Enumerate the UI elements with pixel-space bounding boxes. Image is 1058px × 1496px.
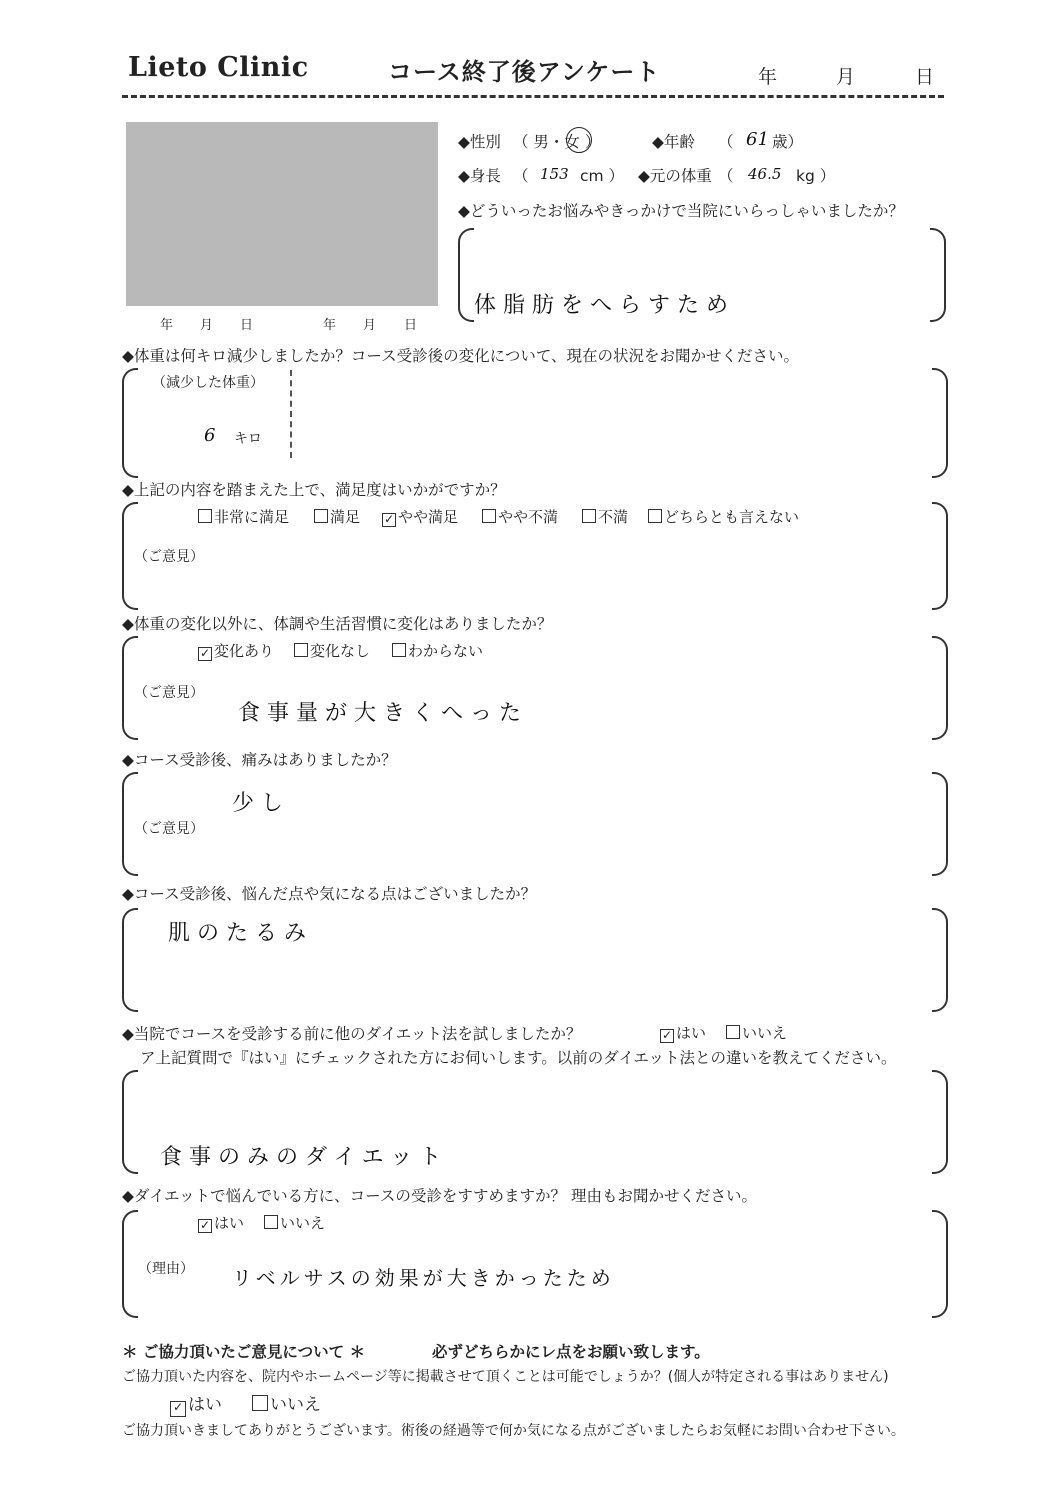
q3-option-label: やや満足 [398, 508, 459, 526]
header-date-year: 年 [758, 66, 778, 88]
q8-answer: リベルサスの効果が大きかったため [232, 1266, 615, 1290]
consent-option-no[interactable] [252, 1390, 321, 1415]
checkbox[interactable] [582, 509, 596, 523]
weight-value: 46.5 [748, 165, 782, 183]
q5-question: ◆コース受診後、痛みはありましたか？ [122, 751, 397, 769]
q4-option-label: 変化あり [214, 642, 275, 660]
q8-bracket-left [122, 1210, 138, 1318]
q3-option-label: 非常に満足 [214, 508, 290, 526]
weight-unit: kg ） [796, 167, 836, 185]
q3-option-label: やや不満 [498, 508, 559, 526]
q7-answer: 食事のみのダイエット [160, 1145, 449, 1170]
checkbox[interactable] [392, 643, 406, 657]
age-open: （ [718, 133, 734, 151]
q3-bracket-right [932, 502, 948, 610]
age-unit: 歳） [772, 133, 804, 151]
q4-question: ◆体重の変化以外に、体調や生活習慣に変化はありましたか？ [122, 615, 553, 633]
checkbox[interactable] [482, 509, 496, 523]
q3-option-label: 満足 [330, 508, 361, 526]
q2-value: 6 [204, 425, 216, 446]
q8-option-yes[interactable] [198, 1212, 244, 1233]
height-label: ◆身長 [458, 167, 501, 185]
redacted-photo [126, 122, 438, 306]
consent-option-yes[interactable] [170, 1390, 222, 1417]
q6-bracket-left [122, 908, 138, 1012]
q4-option-changed[interactable] [198, 640, 274, 661]
q8-option-label: はい [214, 1214, 245, 1232]
q3-option-somewhat-dissatisfied[interactable] [482, 506, 558, 527]
photo-b-year: 年 [323, 318, 337, 333]
q7-option-yes[interactable] [660, 1022, 706, 1043]
survey-title: コース終了後アンケート [388, 58, 661, 86]
q3-question: ◆上記の内容を踏まえた上で、満足度はいかがですか？ [122, 481, 506, 499]
photo-b-month: 月 [363, 318, 377, 333]
q4-answer: 食事量が大きくへった [238, 701, 529, 726]
q2-sub-label: （減少した体重） [152, 375, 264, 391]
checkbox[interactable] [264, 1215, 278, 1229]
q8-bracket-right [932, 1210, 948, 1318]
q1-question: ◆どういったお悩みやきっかけで当院にいらっしゃいましたか？ [458, 202, 904, 220]
gender-selected-circle [566, 127, 592, 153]
consent-option-label: はい [188, 1395, 222, 1415]
q5-opinion-label: （ご意見） [134, 821, 204, 837]
q4-option-unknown[interactable] [392, 640, 483, 661]
checkbox-checked[interactable]: ✓ [170, 1401, 186, 1417]
q3-opinion-label: （ご意見） [134, 549, 204, 565]
checkbox-checked[interactable]: ✓ [383, 512, 395, 526]
q8-reason-label: （理由） [138, 1261, 194, 1277]
q3-option-very-satisfied[interactable] [198, 506, 289, 527]
q3-option-label: どちらとも言えない [664, 508, 800, 526]
q2-question: ◆体重は何キロ減少しましたか？コース受診後の変化について、現在の状況をお聞かせください。 [122, 347, 800, 365]
q6-answer: 肌のたるみ [168, 921, 314, 946]
age-value: 61 [746, 129, 769, 150]
q7-bracket-left [122, 1070, 138, 1174]
checkbox[interactable] [252, 1395, 268, 1411]
checkbox[interactable] [294, 643, 308, 657]
q6-question: ◆コース受診後、悩んだ点や気になる点はございましたか？ [122, 885, 537, 903]
gender-label: ◆性別 [458, 133, 501, 151]
q7-option-label: はい [676, 1024, 707, 1042]
q2-bracket-right [932, 368, 948, 478]
q3-option-label: 不満 [598, 508, 629, 526]
photo-b-day: 日 [404, 318, 418, 333]
q8-option-label: いいえ [280, 1214, 326, 1232]
header-divider [122, 95, 944, 98]
q3-option-dissatisfied[interactable] [582, 506, 628, 527]
header-date-month: 月 [836, 66, 856, 88]
photo-a-month: 月 [200, 318, 214, 333]
q4-bracket-right [932, 636, 948, 740]
footer-heading: ＊ ご協力頂いたご意見について ＊ [122, 1343, 365, 1361]
weight-label: ◆元の体重 [638, 167, 712, 185]
consent-option-label: いいえ [270, 1395, 321, 1415]
q7-option-label: いいえ [742, 1024, 788, 1042]
clinic-name: Lieto Clinic [128, 52, 309, 83]
q1-answer: 体脂肪をへらすため [474, 293, 736, 318]
q1-bracket-left [458, 228, 474, 322]
header-date-day: 日 [915, 66, 935, 88]
checkbox-checked[interactable]: ✓ [199, 646, 211, 660]
consent-question: ご協力頂いた内容を、院内やホームページ等に掲載させて頂くことは可能でしょうか？(個人が特定される事はありません) [122, 1369, 889, 1385]
checkbox[interactable] [314, 509, 328, 523]
height-value: 153 [540, 165, 569, 183]
height-unit: cm ） [580, 167, 625, 185]
age-label: ◆年齢 [652, 133, 695, 151]
q2-divider [290, 370, 292, 458]
q4-option-label: わからない [408, 642, 484, 660]
q7-option-no[interactable] [726, 1022, 787, 1043]
q3-option-somewhat-satisfied[interactable] [382, 506, 458, 527]
q6-bracket-right [932, 908, 948, 1012]
q3-option-satisfied[interactable] [314, 506, 360, 527]
q3-option-neither[interactable] [648, 506, 799, 527]
q4-opinion-label: （ご意見） [134, 685, 204, 701]
gender-options: （ 男・女 ） [513, 133, 601, 151]
footer-heading-note: 必ずどちらかにレ点をお願い致します。 [432, 1343, 710, 1361]
q2-unit: キロ [234, 431, 262, 447]
q2-bracket-left [122, 368, 138, 478]
checkbox[interactable] [726, 1025, 740, 1039]
q7-bracket-right [932, 1070, 948, 1174]
checkbox-checked[interactable]: ✓ [199, 1218, 211, 1232]
weight-open: （ [718, 167, 734, 185]
q8-option-no[interactable] [264, 1212, 325, 1233]
q5-bracket-right [932, 772, 948, 876]
height-open: （ [513, 167, 529, 185]
checkbox[interactable] [198, 509, 212, 523]
thanks-message: ご協力頂いきましてありがとうございます。術後の経過等で何か気になる点がございましたらお気軽にお問い合わせ下さい。 [122, 1423, 905, 1439]
checkbox-checked[interactable]: ✓ [661, 1028, 673, 1042]
checkbox[interactable] [648, 509, 662, 523]
photo-a-day: 日 [240, 318, 254, 333]
q5-answer: 少し [232, 791, 291, 816]
q1-bracket-right [930, 228, 946, 322]
q7-question: ◆当院でコースを受診する前に他のダイエット法を試しましたか？ [122, 1025, 582, 1043]
q4-option-no-change[interactable] [294, 640, 370, 661]
q4-option-label: 変化なし [310, 642, 371, 660]
q8-question: ◆ダイエットで悩んでいる方に、コースの受診をすすめますか？ 理由もお聞かせください。 [122, 1187, 757, 1205]
q7-sub-question: ア上記質問で『はい』にチェックされた方にお伺いします。以前のダイエット法との違いを教えてください。 [140, 1049, 897, 1067]
photo-a-year: 年 [160, 318, 174, 333]
